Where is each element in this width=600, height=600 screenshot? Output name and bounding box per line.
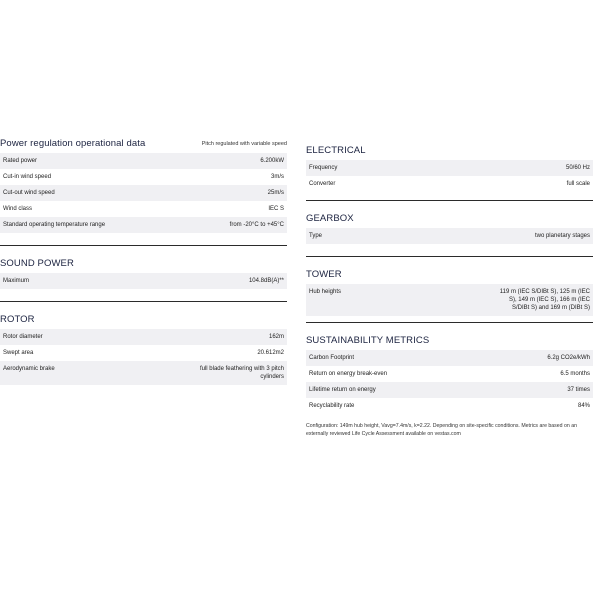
row-label: Return on energy break-even	[309, 371, 388, 377]
row-label: Rotor diameter	[3, 334, 43, 340]
row-value: full blade feathering with 3 pitch cylinders	[199, 366, 284, 380]
gearbox-rows	[306, 228, 593, 244]
table-row	[306, 398, 593, 414]
rotor-section-title: ROTOR	[0, 314, 35, 325]
table-row	[306, 382, 593, 398]
row-value: 6.200kW	[260, 158, 284, 164]
gearbox-section	[306, 213, 593, 244]
row-value: 25m/s	[267, 190, 284, 196]
sustainability-rows	[306, 350, 593, 414]
table-row	[306, 366, 593, 382]
electrical-section	[306, 145, 593, 192]
table-row	[0, 345, 287, 361]
sound-section	[0, 258, 287, 289]
rotor-section	[0, 314, 287, 385]
sound-rows	[0, 273, 287, 289]
section-divider	[0, 245, 287, 246]
footnote: Configuration: 149m hub height, Vavg=7.4m/s, k=2.22. Depending on site-specific conditions. Metrics are based on an externally reviewed Life Cycle Assessment available on vestas.com	[306, 423, 577, 437]
table-row	[306, 350, 593, 366]
row-label: Standard operating temperature range	[3, 222, 106, 228]
table-row	[306, 160, 593, 176]
table-row	[306, 228, 593, 244]
row-label: Wind class	[3, 206, 33, 212]
tower-section	[306, 269, 593, 316]
row-value: 37 times	[567, 387, 590, 393]
row-value: 6.5 months	[560, 371, 590, 377]
section-divider	[0, 301, 287, 302]
rotor-rows	[0, 329, 287, 385]
row-value: IEC S	[268, 206, 284, 212]
sustainability-section	[306, 335, 593, 414]
row-label: Recyclability rate	[309, 403, 355, 409]
table-row	[0, 169, 287, 185]
row-value: 119 m (IEC S/DIBt S), 125 m (IEC S), 149 m (IEC S), 166 m (IEC S/DIBt S) and 169 m (DIBt S)	[499, 289, 590, 311]
power-section-subtitle: Pitch regulated with variable speed	[201, 141, 287, 147]
row-value: full scale	[566, 181, 590, 187]
right-column	[306, 145, 593, 438]
electrical-rows	[306, 160, 593, 192]
row-value: 104.8dB(A)**	[248, 278, 284, 284]
row-value: from -20°C to +45°C	[229, 222, 284, 228]
table-row	[0, 201, 287, 217]
row-value: 84%	[577, 403, 590, 409]
row-value: 6.2g CO2e/kWh	[547, 355, 590, 361]
table-row	[306, 176, 593, 192]
table-row	[0, 153, 287, 169]
sound-section-title: SOUND POWER	[0, 258, 74, 269]
table-row	[0, 361, 287, 385]
tower-section-title: TOWER	[306, 269, 342, 280]
section-divider	[306, 256, 593, 257]
row-value: 3m/s	[270, 174, 284, 180]
row-value: 50/60 Hz	[565, 165, 590, 171]
power-rows	[0, 153, 287, 233]
power-section	[0, 138, 287, 233]
table-row	[306, 284, 593, 316]
row-label: Hub heights	[309, 289, 342, 295]
row-label: Carbon Footprint	[309, 355, 355, 361]
row-value: 162m	[268, 334, 284, 340]
section-divider	[306, 200, 593, 201]
row-label: Cut-out wind speed	[3, 190, 55, 196]
tower-rows	[306, 284, 593, 316]
sustainability-section-title: SUSTAINABILITY METRICS	[306, 335, 430, 346]
table-row	[0, 185, 287, 201]
power-section-title: Power regulation operational data	[0, 138, 146, 149]
power-section-header	[0, 138, 287, 149]
row-label: Maximum	[3, 278, 30, 284]
left-column	[0, 138, 287, 385]
row-label: Aerodynamic brake	[3, 366, 55, 372]
row-label: Swept area	[3, 350, 34, 356]
row-value: 20.612m2	[257, 350, 284, 356]
row-label: Rated power	[3, 158, 38, 164]
gearbox-section-title: GEARBOX	[306, 213, 354, 224]
row-label: Frequency	[309, 165, 338, 171]
row-label: Converter	[309, 181, 336, 187]
table-row	[0, 329, 287, 345]
section-divider	[306, 322, 593, 323]
electrical-section-title: ELECTRICAL	[306, 145, 366, 156]
table-row	[0, 217, 287, 233]
row-label: Type	[309, 233, 323, 239]
table-row	[0, 273, 287, 289]
row-label: Cut-in wind speed	[3, 174, 52, 180]
row-label: Lifetime return on energy	[309, 387, 376, 393]
row-value: two planetary stages	[534, 233, 590, 239]
